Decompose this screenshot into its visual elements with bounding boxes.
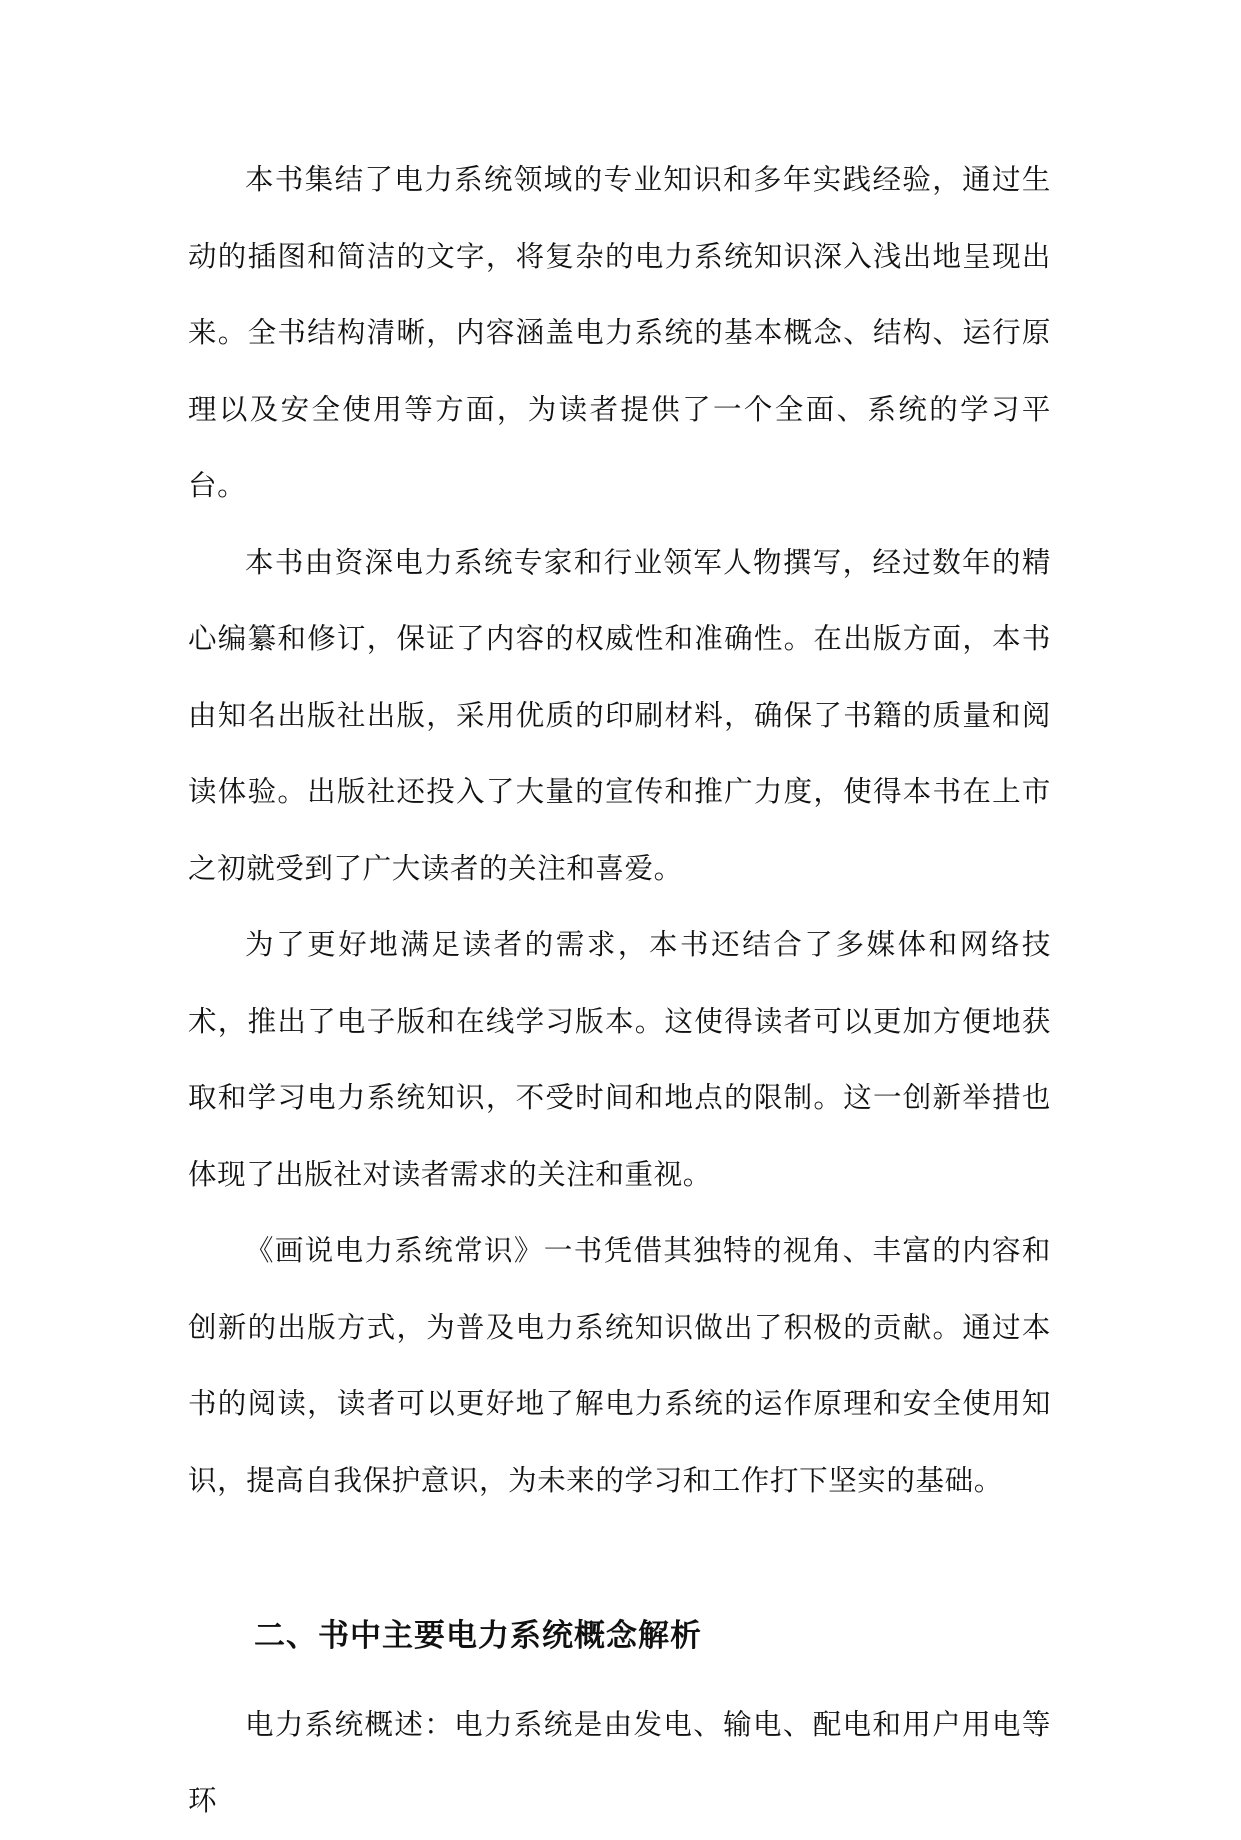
paragraph-power-system-overview: 电力系统概述：电力系统是由发电、输电、配电和用户用电等环	[188, 1707, 1051, 1817]
paragraph-authors-publishing: 本书由资深电力系统专家和行业领军人物撰写，经过数年的精心编纂和修订，保证了内容的权威性和准确性。在出版方面，本书由知名出版社出版，采用优质的印刷材料，确保了书籍的质量和阅读体验。出版社还投入了大量的宣传和推广力度，使得本书在上市之初就受到了广大读者的关注和喜爱。	[188, 545, 1051, 885]
paragraph-intro: 本书集结了电力系统领域的专业知识和多年实践经验，通过生动的插图和简洁的文字，将复杂的电力系统知识深入浅出地呈现出来。全书结构清晰，内容涵盖电力系统的基本概念、结构、运行原理以及安全使用等方面，为读者提供了一个全面、系统的学习平台。	[188, 163, 1051, 502]
section-heading: 二、书中主要电力系统概念解析	[254, 1618, 702, 1654]
paragraph-digital-edition: 为了更好地满足读者的需求，本书还结合了多媒体和网络技术，推出了电子版和在线学习版本。这使得读者可以更加方便地获取和学习电力系统知识，不受时间和地点的限制。这一创新举措也体现了出版社对读者需求的关注和重视。	[188, 928, 1051, 1191]
paragraph-conclusion: 《画说电力系统常识》一书凭借其独特的视角、丰富的内容和创新的出版方式，为普及电力系统知识做出了积极的贡献。通过本书的阅读，读者可以更好地了解电力系统的运作原理和安全使用知识，提高自我保护意识，为未来的学习和工作打下坚实的基础。	[188, 1234, 1051, 1497]
document-body	[188, 142, 1051, 1840]
